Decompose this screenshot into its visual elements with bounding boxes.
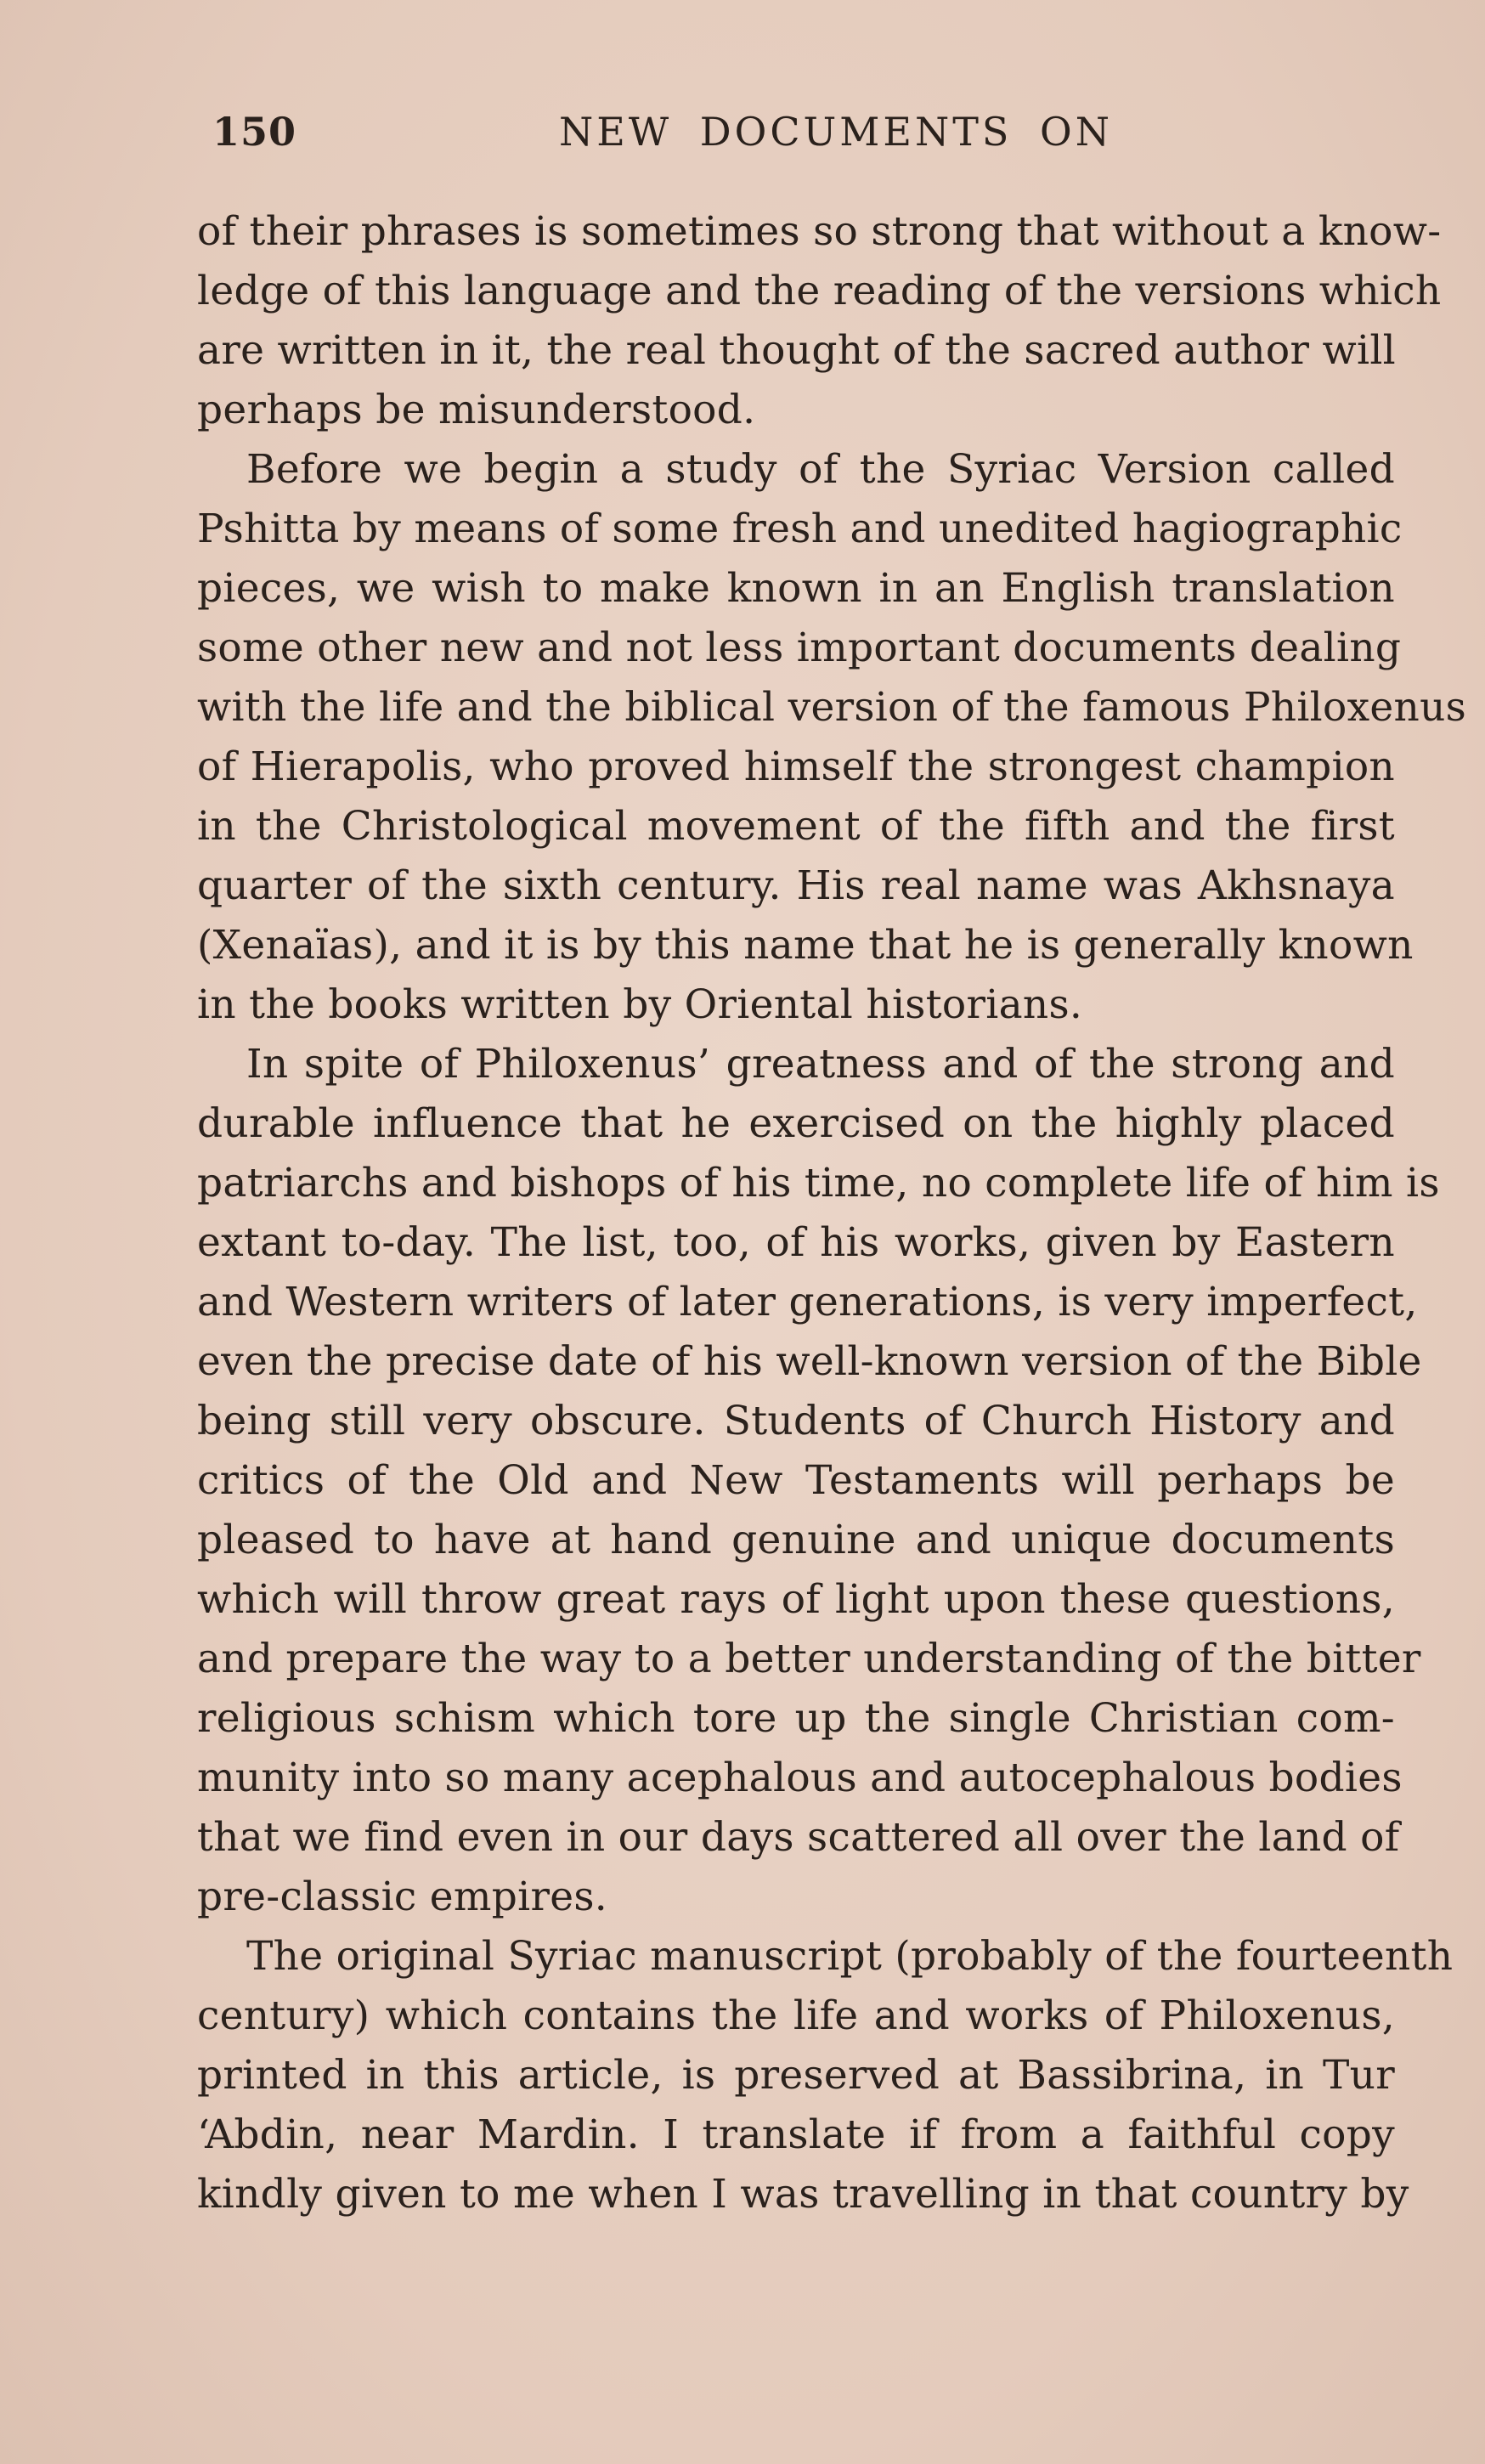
text-line: critics of the Old and New Testaments will perhaps be xyxy=(197,1457,1395,1504)
text-line: extant to-day. The list, too, of his works, given by Eastern xyxy=(197,1219,1395,1266)
text-line: patriarchs and bishops of his time, no complete life of him is xyxy=(197,1160,1440,1207)
page-number: 150 xyxy=(212,109,297,155)
text-line: with the life and the biblical version of the famous Philoxenus xyxy=(197,684,1467,731)
text-line: in the Christological movement of the fifth and the first xyxy=(197,803,1395,850)
text-line: pre-classic empires. xyxy=(197,1873,607,1920)
text-line: of their phrases is sometimes so strong that without a know- xyxy=(197,208,1442,255)
text-line: printed in this article, is preserved at Bassibrina, in Tur xyxy=(197,2052,1395,2099)
text-line: Pshitta by means of some fresh and unedited hagiographic xyxy=(197,506,1403,552)
running-head: NEW DOCUMENTS ON xyxy=(559,109,1113,155)
text-line: kindly given to me when I was travelling in that country by xyxy=(197,2171,1409,2218)
body-text xyxy=(197,202,1467,2224)
text-line: pieces, we wish to make known in an English translation xyxy=(197,565,1395,612)
text-line: quarter of the sixth century. His real name was Akhsnaya xyxy=(197,862,1395,909)
text-line: century) which contains the life and works of Philoxenus, xyxy=(197,1992,1395,2039)
text-line: of Hierapolis, who proved himself the strongest champion xyxy=(197,743,1395,790)
text-line: (Xenaïas), and it is by this name that he is generally known xyxy=(197,922,1414,969)
text-line: Before we begin a study of the Syriac Version called xyxy=(246,446,1395,493)
text-line: religious schism which tore up the single Christian com- xyxy=(197,1695,1395,1742)
text-line: ledge of this language and the reading of the versions which xyxy=(197,268,1442,314)
text-line: In spite of Philoxenus’ greatness and of the strong and xyxy=(246,1041,1395,1088)
text-line: being still very obscure. Students of Church History and xyxy=(197,1398,1395,1444)
text-line: that we find even in our days scattered all over the land of xyxy=(197,1814,1400,1861)
text-line: some other new and not less important documents dealing xyxy=(197,624,1402,671)
text-line: which will throw great rays of light upon these questions, xyxy=(197,1576,1395,1623)
text-line: perhaps be misunderstood. xyxy=(197,387,756,433)
text-line: The original Syriac manuscript (probably of the fourteenth xyxy=(246,1933,1454,1980)
page-header xyxy=(212,109,1402,168)
text-line: are written in it, the real thought of the sacred author will xyxy=(197,327,1396,374)
text-line: durable influence that he exercised on the highly placed xyxy=(197,1100,1395,1147)
text-line: munity into so many acephalous and autocephalous bodies xyxy=(197,1755,1403,1801)
text-line: and Western writers of later generations, is very imperfect, xyxy=(197,1279,1418,1325)
text-line: even the precise date of his well-known version of the Bible xyxy=(197,1338,1422,1385)
text-line: pleased to have at hand genuine and unique documents xyxy=(197,1517,1395,1563)
text-line: in the books written by Oriental historians. xyxy=(197,981,1083,1028)
text-line: ‘Abdin, near Mardin. I translate if from a faithful copy xyxy=(197,2111,1395,2158)
text-line: and prepare the way to a better understanding of the bitter xyxy=(197,1636,1421,1682)
